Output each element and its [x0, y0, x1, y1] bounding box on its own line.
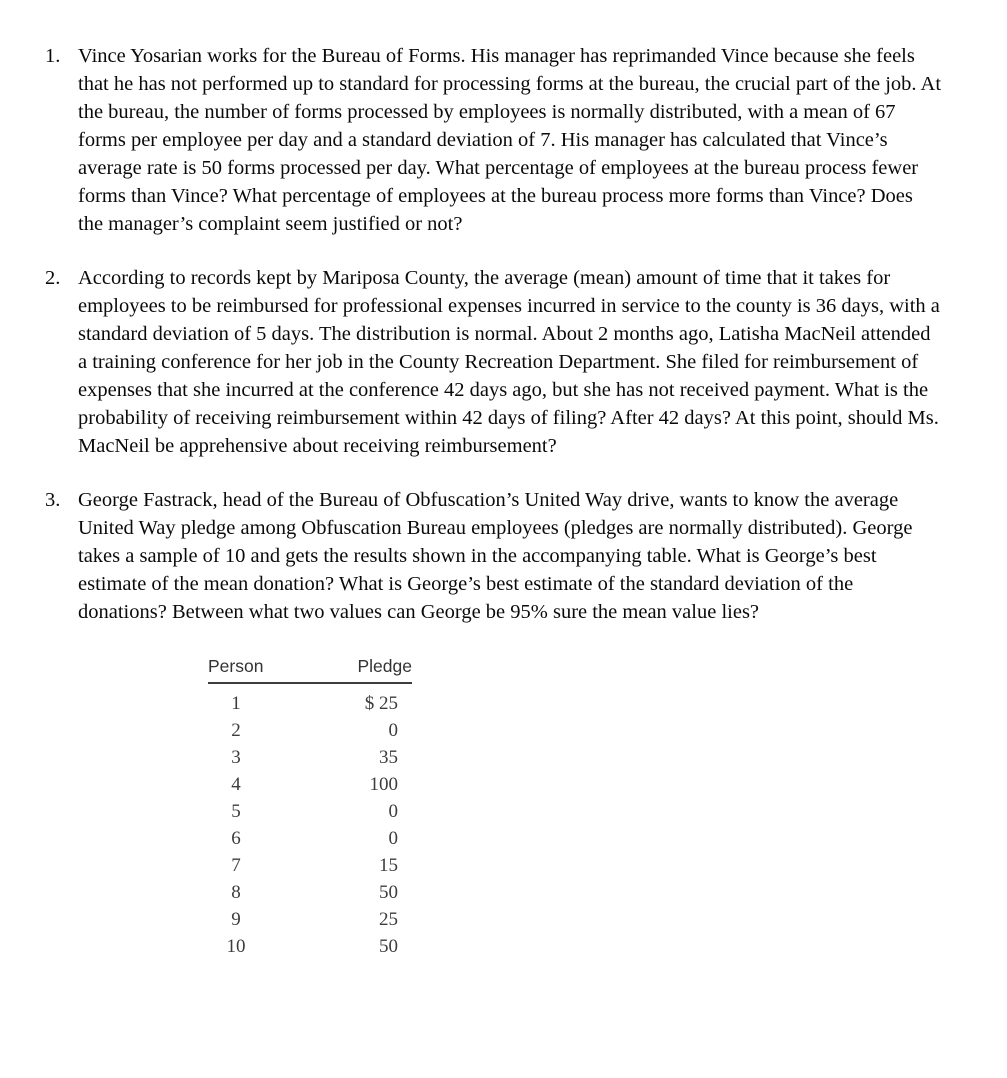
table-row — [208, 798, 412, 825]
problem-1-number: 1. — [45, 45, 61, 67]
pledge-table-header — [208, 656, 412, 684]
table-row — [208, 717, 412, 744]
person-cell: 6 — [231, 828, 241, 849]
pledge-cell: $ 25 — [364, 693, 398, 714]
pledge-table-body — [208, 684, 412, 960]
table-row — [208, 906, 412, 933]
problem-3-number: 3. — [45, 489, 61, 511]
person-cell: 8 — [231, 882, 241, 903]
person-cell: 10 — [226, 936, 246, 957]
problem-1 — [45, 42, 1007, 238]
problem-1-text: Vince Yosarian works for the Bureau of Forms. His manager has reprimanded Vince because she feels that he has not performed up to standard for processing forms at the bureau, the crucial part of the job. At the bureau, the number of forms processed by employees is normally distributed, with a mean of 67 forms per employee per day and a standard deviation of 7. His manager has calculated that Vince’s average rate is 50 forms processed per day. What percentage of employees at the bureau process fewer forms than Vince? What percentage of employees at the bureau process more forms than Vince? Does the manager’s complaint seem justified or not? — [78, 45, 942, 235]
pledge-cell: 0 — [388, 828, 398, 849]
pledge-cell: 50 — [379, 882, 398, 903]
person-column-header: Person — [208, 656, 264, 676]
person-cell: 7 — [231, 855, 241, 876]
table-row — [208, 771, 412, 798]
table-row — [208, 690, 412, 717]
person-cell: 4 — [231, 774, 241, 795]
table-row — [208, 744, 412, 771]
pledge-cell: 15 — [379, 855, 398, 876]
table-row — [208, 933, 412, 960]
pledge-column-header: Pledge — [357, 656, 412, 676]
table-row — [208, 852, 412, 879]
pledge-table — [208, 656, 412, 960]
problem-3 — [45, 486, 1007, 626]
person-cell: 2 — [231, 720, 241, 741]
person-cell: 9 — [231, 909, 241, 930]
problem-2-number: 2. — [45, 267, 61, 289]
pledge-cell: 35 — [379, 747, 398, 768]
table-row — [208, 825, 412, 852]
table-row — [208, 879, 412, 906]
pledge-cell: 25 — [379, 909, 398, 930]
problem-2 — [45, 264, 1007, 460]
problem-2-text: According to records kept by Mariposa County, the average (mean) amount of time that it takes for employees to be reimbursed for professional expenses incurred in service to the county is 36 days, with a standard deviation of 5 days. The distribution is normal. About 2 months ago, Latisha MacNeil attended a training conference for her job in the County Recreation Department. She filed for reimbursement of expenses that she incurred at the conference 42 days ago, but she has not received payment. What is the probability of receiving reimbursement within 42 days of filing? After 42 days? At this point, should Ms. MacNeil be apprehensive about receiving reimbursement? — [78, 267, 940, 457]
pledge-cell: 50 — [379, 936, 398, 957]
person-cell: 1 — [231, 693, 241, 714]
pledge-cell: 0 — [388, 801, 398, 822]
pledge-cell: 100 — [369, 774, 398, 795]
person-cell: 5 — [231, 801, 241, 822]
problem-3-text: George Fastrack, head of the Bureau of Obfuscation’s United Way drive, wants to know the average United Way pledge among Obfuscation Bureau employees (pledges are normally distributed). George takes a sample of 10 and gets the results shown in the accompanying table. What is George’s best estimate of the mean donation? What is George’s best estimate of the standard deviation of the donations? Between what two values can George be 95% sure the mean value lies? — [78, 489, 913, 623]
person-cell: 3 — [231, 747, 241, 768]
pledge-cell: 0 — [388, 720, 398, 741]
